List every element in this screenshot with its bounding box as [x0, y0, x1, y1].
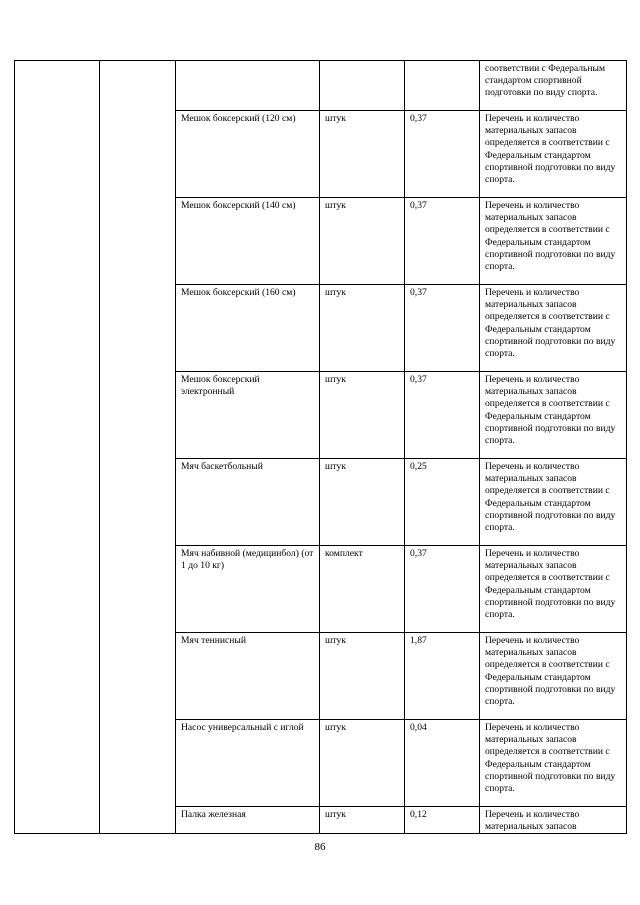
equipment-table: [14, 60, 627, 834]
item-qty: 0,37: [405, 546, 480, 633]
item-note: Перечень и количество материальных запасов определяется в соответствии с Федеральным стандартом спортивной подготовки по виду спорта.: [480, 633, 627, 720]
item-qty: 0,37: [405, 198, 480, 285]
item-name: Палка железная: [176, 807, 320, 834]
item-unit: комплект: [320, 546, 405, 633]
item-unit: штук: [320, 372, 405, 459]
item-unit: штук: [320, 633, 405, 720]
item-unit: [320, 61, 405, 111]
item-note: Перечень и количество материальных запасов определяется в соответствии с Федеральным стандартом спортивной подготовки по виду спорта.: [480, 546, 627, 633]
item-unit: штук: [320, 459, 405, 546]
item-unit: штук: [320, 807, 405, 834]
item-name: Мяч набивной (медицинбол) (от 1 до 10 кг): [176, 546, 320, 633]
item-qty: 0,12: [405, 807, 480, 834]
item-name: Мяч баскетбольный: [176, 459, 320, 546]
item-name: Мешок боксерский (140 см): [176, 198, 320, 285]
item-note: соответствии с Федеральным стандартом спортивной подготовки по виду спорта.: [480, 61, 627, 111]
item-qty: 0,25: [405, 459, 480, 546]
item-note: Перечень и количество материальных запасов: [480, 807, 627, 834]
table-row: [15, 61, 627, 111]
item-unit: штук: [320, 720, 405, 807]
merged-cell-2: [100, 61, 176, 834]
item-qty: [405, 61, 480, 111]
item-name: [176, 61, 320, 111]
item-name: Мешок боксерский (120 см): [176, 111, 320, 198]
item-note: Перечень и количество материальных запасов определяется в соответствии с Федеральным стандартом спортивной подготовки по виду спорта.: [480, 285, 627, 372]
item-name: Насос универсальный с иглой: [176, 720, 320, 807]
item-qty: 1,87: [405, 633, 480, 720]
item-qty: 0,04: [405, 720, 480, 807]
item-name: Мяч теннисный: [176, 633, 320, 720]
item-note: Перечень и количество материальных запасов определяется в соответствии с Федеральным стандартом спортивной подготовки по виду спорта.: [480, 111, 627, 198]
item-note: Перечень и количество материальных запасов определяется в соответствии с Федеральным стандартом спортивной подготовки по виду спорта.: [480, 198, 627, 285]
item-qty: 0,37: [405, 285, 480, 372]
item-note: Перечень и количество материальных запасов определяется в соответствии с Федеральным стандартом спортивной подготовки по виду спорта.: [480, 459, 627, 546]
item-unit: штук: [320, 198, 405, 285]
item-name: Мешок боксерский электронный: [176, 372, 320, 459]
item-unit: штук: [320, 285, 405, 372]
item-note: Перечень и количество материальных запасов определяется в соответствии с Федеральным стандартом спортивной подготовки по виду спорта.: [480, 720, 627, 807]
item-note: Перечень и количество материальных запасов определяется в соответствии с Федеральным стандартом спортивной подготовки по виду спорта.: [480, 372, 627, 459]
page-number: 86: [314, 841, 326, 853]
item-qty: 0,37: [405, 111, 480, 198]
item-unit: штук: [320, 111, 405, 198]
item-qty: 0,37: [405, 372, 480, 459]
item-name: Мешок боксерский (160 см): [176, 285, 320, 372]
merged-cell-1: [15, 61, 100, 834]
